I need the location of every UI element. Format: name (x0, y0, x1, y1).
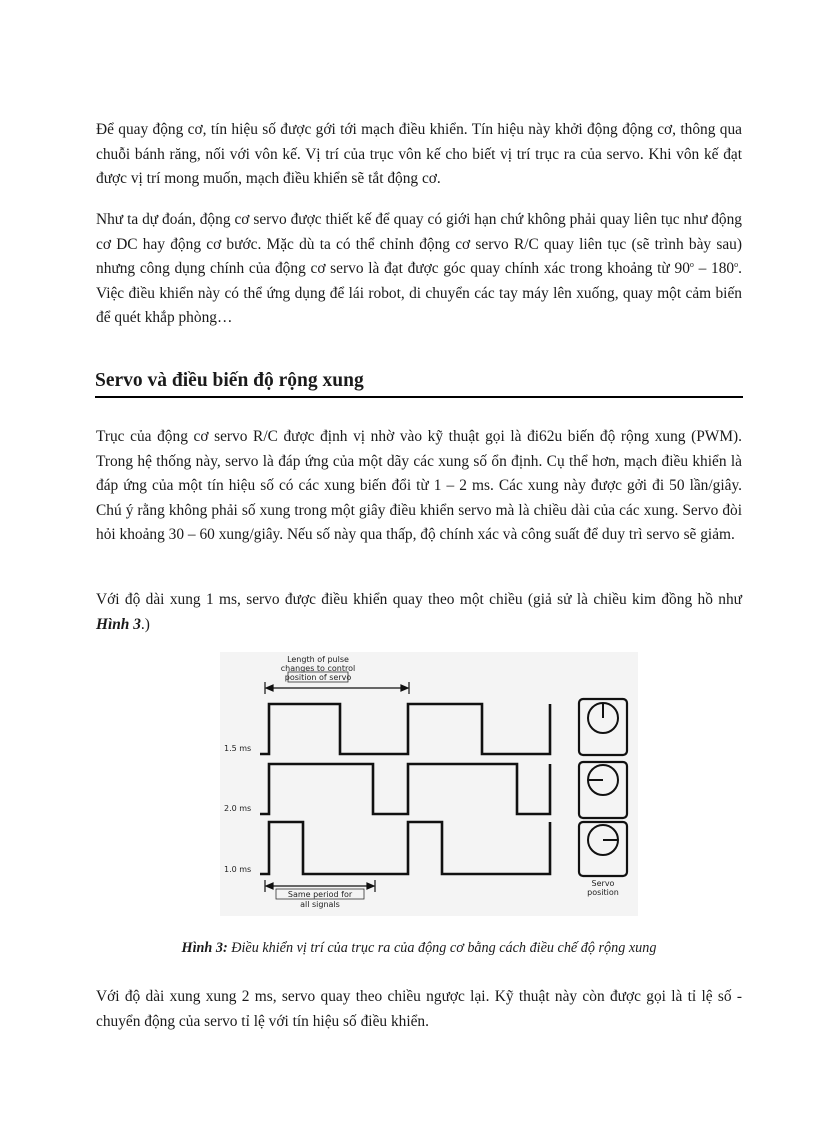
paragraph-2ms-pulse: Với độ dài xung xung 2 ms, servo quay theo chiều ngược lại. Kỹ thuật này còn được gọi là tỉ lệ số - chuyển động của servo tỉ lệ với tín hiệu số điều khiển. (96, 988, 742, 1030)
figure-caption (96, 940, 742, 957)
paragraph-servo-operation: Để quay động cơ, tín hiệu số được gới tới mạch điều khiển. Tín hiệu này khởi động động cơ, thông qua chuỗi bánh răng, nối với vôn kế. Vị trí của trục vôn kế cho biết vị trí trục ra của servo. Khi vôn kế đạt được vị trí mong muốn, mạch điều khiển sẽ tắt động cơ. (96, 121, 742, 187)
servo-position-icon-2-0ms (579, 762, 627, 818)
top-label-line-3: position of servo (284, 673, 352, 682)
pwm-diagram (220, 652, 638, 916)
paragraph-pwm-description: Trục của động cơ servo R/C được định vị nhờ vào kỹ thuật gọi là đi62u biến độ rộng xung (PWM). Trong hệ thống này, servo là đáp ứng của một dãy các xung số ổn định. Cụ thể hơn, mạch điều khiển là đáp ứng của một tín hiệu số có các xung biến đổi từ 1 – 2 ms. Các xung này được gởi đi 50 lần/giây. Chú ý rằng không phải số xung trong một giây điều khiển servo mà là chiều dài của các xung. Servo đòi hỏi khoảng 30 – 60 xung/giây. Nếu số này qua thấp, độ chính xác và công suất để duy trì servo sẽ giảm. (96, 428, 742, 543)
caption-text: Điều khiển vị trí của trục ra của động cơ bằng cách điều chế độ rộng xung (227, 940, 657, 956)
servo-position-icon-1-5ms (579, 699, 627, 755)
row-label-2-0ms: 2.0 ms (224, 804, 252, 813)
p4-text-1: Với độ dài xung 1 ms, servo được điều khiển quay theo một chiều (giả sử là chiều kim đồng hồ như (96, 591, 742, 608)
caption-label: Hình 3: (181, 940, 228, 956)
p2-text-2: – 180 (693, 260, 735, 277)
row-label-1-0ms: 1.0 ms (224, 865, 252, 874)
waveform-2-0ms (260, 764, 550, 814)
section-heading: Servo và điều biến độ rộng xung (95, 370, 743, 398)
servo-label-line-2: position (587, 888, 619, 897)
top-label-line-1: Length of pulse (287, 655, 349, 664)
degree-mark-2: o (734, 259, 739, 269)
bottom-label-line-2: all signals (300, 900, 340, 909)
p2-text-1: Như ta dự đoán, động cơ servo được thiết kế để quay có giới hạn chứ không phải quay liên tục như động cơ DC hay động cơ bước. Mặc dù ta có thể chỉnh động cơ servo R/C quay liên tục (sẽ trình bày sau) nhưng công dụng chính của động cơ servo là đạt được góc quay chính xác trong khoảng từ 90 (96, 211, 742, 277)
degree-mark-1: o (689, 259, 694, 269)
p2-text-3: . Việc điều khiển này có thể ứng dụng để lái robot, di chuyển các tay máy lên xuống, quay một cảm biến để quét khắp phòng… (96, 260, 742, 326)
waveform-1-0ms (260, 822, 550, 874)
pwm-figure (220, 652, 638, 916)
top-dimension-arrow (265, 682, 409, 694)
figure-reference: Hình 3 (96, 615, 141, 633)
servo-label-line-1: Servo (591, 879, 615, 888)
waveform-1-5ms (260, 704, 550, 754)
paragraph-1ms-pulse (96, 588, 742, 637)
top-label-line-2: changes to control (280, 664, 356, 673)
bottom-label-line-1: Same period for (287, 890, 353, 899)
paragraph-servo-range (96, 208, 742, 331)
servo-position-icon-1-0ms (579, 822, 627, 876)
row-label-1-5ms: 1.5 ms (224, 744, 252, 753)
p4-text-2: .) (140, 615, 150, 633)
